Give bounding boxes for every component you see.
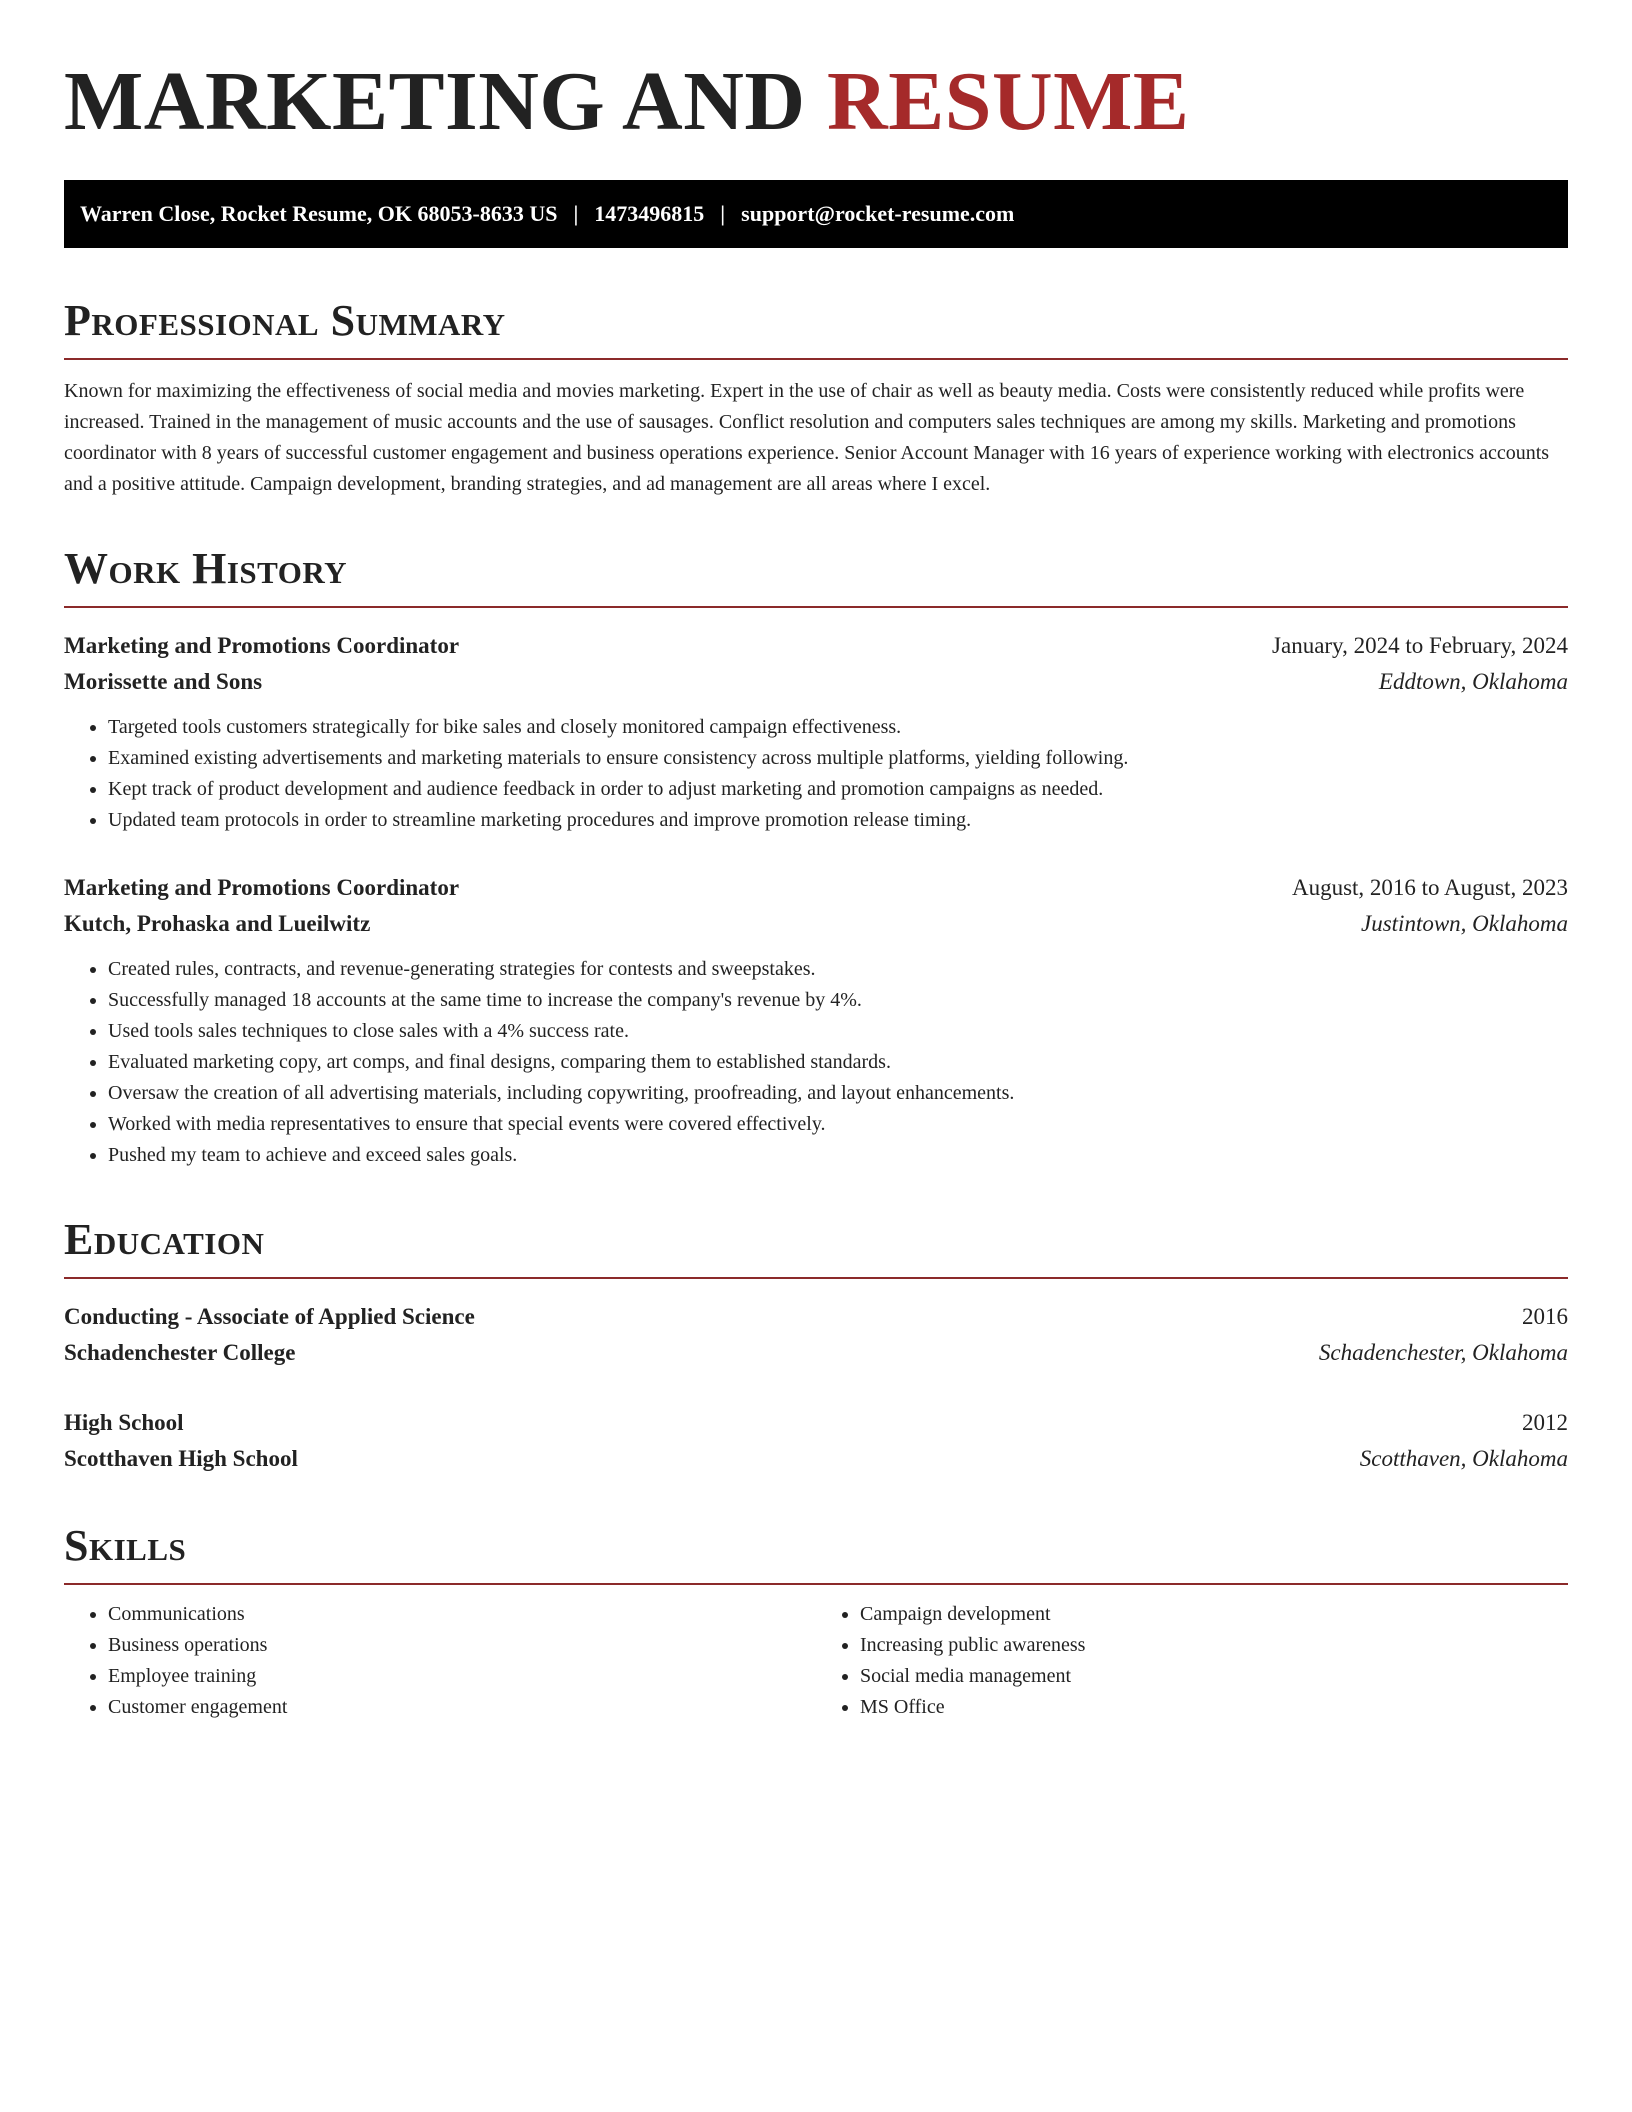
education-year: 2016: [1522, 1304, 1568, 1329]
skill-item: • Business operations: [108, 1630, 816, 1661]
education-entry: [64, 1405, 1568, 1477]
job-entry: [64, 628, 1568, 836]
job-role: Marketing and Promotions Coordinator: [64, 875, 460, 900]
job-dates: January, 2024 to February, 2024: [1272, 633, 1568, 658]
skill-item: • Social media management: [860, 1661, 1568, 1692]
job-bullet: • Oversaw the creation of all advertising materials, including copywriting, proofreading, and layout enhancements.: [108, 1078, 1568, 1109]
job-bullets: [64, 954, 1568, 1171]
education-school-row: [64, 1441, 1568, 1477]
skills-columns: [64, 1599, 1568, 1723]
job-header-row: [64, 870, 1568, 906]
job-location: Justintown, Oklahoma: [1361, 911, 1568, 936]
job-bullet: • Examined existing advertisements and marketing materials to ensure consistency across multiple platforms, yielding following.: [108, 743, 1568, 774]
summary-section: [64, 296, 1568, 500]
education-degree: Conducting - Associate of Applied Science: [64, 1304, 475, 1329]
education-degree: High School: [64, 1410, 184, 1435]
skills-list-left: [64, 1599, 816, 1723]
job-dates: August, 2016 to August, 2023: [1291, 875, 1568, 900]
education-location: Scotthaven, Oklahoma: [1359, 1446, 1568, 1471]
summary-heading: Professional Summary: [64, 296, 1568, 360]
work-history-heading: Work History: [64, 544, 1568, 608]
job-role: Marketing and Promotions Coordinator: [64, 633, 460, 658]
job-bullet: • Kept track of product development and audience feedback in order to adjust marketing and promotion campaigns as needed.: [108, 774, 1568, 805]
education-year: 2012: [1522, 1410, 1568, 1435]
job-bullet: • Evaluated marketing copy, art comps, and final designs, comparing them to established standards.: [108, 1047, 1568, 1078]
job-bullet: • Worked with media representatives to ensure that special events were covered effectively.: [108, 1109, 1568, 1140]
job-header-row: [64, 628, 1568, 664]
job-location: Eddtown, Oklahoma: [1378, 669, 1568, 694]
contact-phone: 1473496815: [594, 201, 705, 226]
education-school: Scotthaven High School: [64, 1446, 298, 1471]
education-heading: Education: [64, 1215, 1568, 1279]
job-entry: [64, 870, 1568, 1171]
skill-item: • Employee training: [108, 1661, 816, 1692]
contact-address: Warren Close, Rocket Resume, OK 68053-8633 US: [80, 201, 558, 226]
summary-text: Known for maximizing the effectiveness of social media and movies marketing. Expert in the use of chair as well as beauty media. Costs were consistently reduced while profits were increased. Trained in the management of music accounts and the use of sausages. Conflict resolution and computers sales techniques are among my skills. Marketing and promotions coordinator with 8 years of successful customer engagement and business operations experience. Senior Account Manager with 16 years of experience working with electronics accounts and a positive attitude. Campaign development, branding strategies, and ad management are all areas where I excel.: [64, 380, 1550, 495]
job-bullet: • Pushed my team to achieve and exceed sales goals.: [108, 1140, 1568, 1171]
job-company: Kutch, Prohaska and Lueilwitz: [64, 911, 371, 936]
job-bullet: • Updated team protocols in order to streamline marketing procedures and improve promotion release timing.: [108, 805, 1568, 836]
contact-separator: |: [573, 201, 579, 226]
skill-item: • MS Office: [860, 1692, 1568, 1723]
resume-title-main: MARKETING AND: [64, 55, 806, 148]
skills-section: [64, 1521, 1568, 1723]
resume-title: [64, 52, 1568, 152]
resume-title-accent: RESUME: [827, 55, 1190, 148]
job-company-row: [64, 664, 1568, 700]
education-entry: [64, 1299, 1568, 1371]
job-bullet: • Successfully managed 18 accounts at the same time to increase the company's revenue by 4%.: [108, 985, 1568, 1016]
education-school: Schadenchester College: [64, 1340, 296, 1365]
skills-list-right: [816, 1599, 1568, 1723]
education-school-row: [64, 1335, 1568, 1371]
skill-item: • Customer engagement: [108, 1692, 816, 1723]
education-degree-row: [64, 1299, 1568, 1335]
job-bullet: • Targeted tools customers strategically for bike sales and closely monitored campaign effectiveness.: [108, 712, 1568, 743]
work-history-section: [64, 544, 1568, 1171]
skill-item: • Campaign development: [860, 1599, 1568, 1630]
job-bullet: • Used tools sales techniques to close sales with a 4% success rate.: [108, 1016, 1568, 1047]
job-bullet: • Created rules, contracts, and revenue-generating strategies for contests and sweepstakes.: [108, 954, 1568, 985]
education-location: Schadenchester, Oklahoma: [1318, 1340, 1568, 1365]
job-bullets: [64, 712, 1568, 836]
education-section: [64, 1215, 1568, 1477]
skills-heading: Skills: [64, 1521, 1568, 1585]
job-company: Morissette and Sons: [64, 669, 263, 694]
contact-bar: [64, 180, 1568, 248]
contact-email: support@rocket-resume.com: [741, 201, 1015, 226]
skill-item: • Increasing public awareness: [860, 1630, 1568, 1661]
skill-item: • Communications: [108, 1599, 816, 1630]
job-company-row: [64, 906, 1568, 942]
contact-separator: |: [720, 201, 726, 226]
education-degree-row: [64, 1405, 1568, 1441]
